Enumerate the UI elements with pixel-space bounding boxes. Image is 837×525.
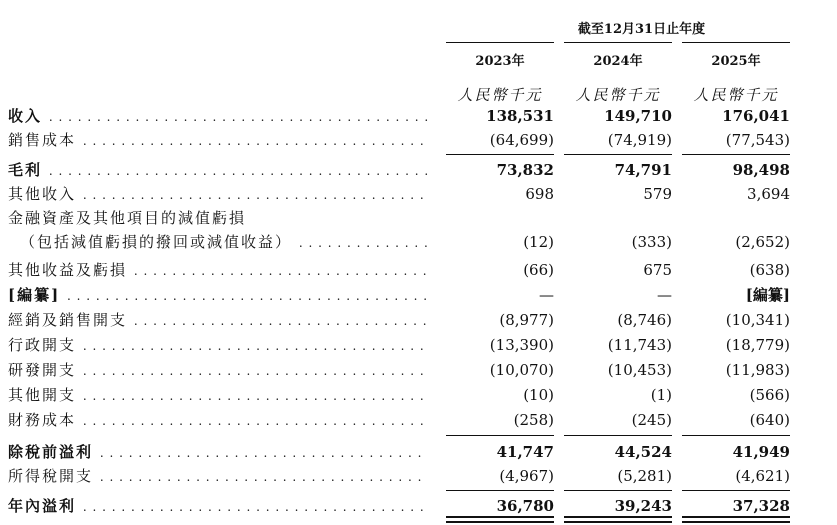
row-label: [編纂] . . . <box>8 283 428 307</box>
value-cell: (11,743) <box>607 336 672 354</box>
year-header-2024: 2024年 <box>593 54 643 69</box>
value-cell: 3,694 <box>747 185 790 203</box>
unit-label: 人民幣千元 <box>693 86 779 104</box>
row-label: 除稅前溢利 . . . <box>8 440 428 464</box>
value-cell: (4,621) <box>735 467 790 485</box>
value-cell: 98,498 <box>732 161 790 179</box>
row-label: 毛利 . . . <box>8 158 428 182</box>
total-double-rule <box>682 516 790 523</box>
table-row-revenue <box>0 104 837 128</box>
unit-label: 人民幣千元 <box>457 86 543 104</box>
value-cell: 138,531 <box>486 107 554 125</box>
value-cell: (245) <box>631 411 672 429</box>
value-cell: — <box>657 286 672 304</box>
value-cell: 149,710 <box>604 107 672 125</box>
subtotal-rule <box>682 435 790 436</box>
unit-label: 人民幣千元 <box>575 86 661 104</box>
value-cell: 36,780 <box>496 497 554 515</box>
total-double-rule <box>446 516 554 523</box>
year-header-2023: 2023年 <box>475 54 525 69</box>
value-cell: (12) <box>523 233 554 251</box>
value-cell: (64,699) <box>489 131 554 149</box>
value-cell: 44,524 <box>614 443 672 461</box>
header-rule <box>446 42 554 43</box>
value-cell: (11,983) <box>725 361 790 379</box>
row-label: 其他開支 . . . <box>8 383 428 407</box>
subtotal-rule <box>682 154 790 155</box>
row-label: 年內溢利 . . . <box>8 494 428 518</box>
row-label: 其他收益及虧損 . . . <box>8 258 428 282</box>
value-cell: (4,967) <box>499 467 554 485</box>
value-cell: 176,041 <box>722 107 790 125</box>
table-row-profit-before-tax <box>0 440 837 464</box>
value-cell: (18,779) <box>725 336 790 354</box>
subtotal-rule <box>564 435 672 436</box>
value-cell: (333) <box>631 233 672 251</box>
value-cell: 698 <box>525 185 554 203</box>
table-row-income-tax <box>0 464 837 488</box>
header-rule <box>682 42 790 43</box>
row-label: 所得稅開支 . . . <box>8 464 428 488</box>
value-cell: — <box>539 286 554 304</box>
table-row-impairment <box>0 230 837 254</box>
value-cell: [編纂] <box>745 286 790 304</box>
value-cell: (10,341) <box>725 311 790 329</box>
table-row-rnd-expenses <box>0 358 837 382</box>
row-label: 金融資產及其他項目的減值虧損 <box>8 209 247 227</box>
period-header: 截至12月31日止年度 <box>577 22 706 37</box>
subtotal-rule <box>446 154 554 155</box>
value-cell: 37,328 <box>732 497 790 515</box>
table-row-admin-expenses <box>0 333 837 357</box>
row-label: 銷售成本 . . . <box>8 128 428 152</box>
value-cell: (638) <box>749 261 790 279</box>
subtotal-rule <box>446 490 554 491</box>
value-cell: 579 <box>643 185 672 203</box>
value-cell: (10,070) <box>489 361 554 379</box>
subtotal-rule <box>564 490 672 491</box>
value-cell: 41,949 <box>732 443 790 461</box>
value-cell: (640) <box>749 411 790 429</box>
value-cell: (566) <box>749 386 790 404</box>
subtotal-rule <box>682 490 790 491</box>
row-label: 行政開支 . . . <box>8 333 428 357</box>
value-cell: (2,652) <box>735 233 790 251</box>
subtotal-rule <box>564 154 672 155</box>
row-label: 收入 . . . <box>8 104 428 128</box>
value-cell: (258) <box>513 411 554 429</box>
value-cell: 41,747 <box>496 443 554 461</box>
table-row-redacted <box>0 283 837 307</box>
value-cell: 675 <box>643 261 672 279</box>
table-row-other-gains-losses <box>0 258 837 282</box>
year-header-2025: 2025年 <box>711 54 761 69</box>
table-row-gross-profit <box>0 158 837 182</box>
table-row-other-income <box>0 182 837 206</box>
table-row-finance-costs <box>0 408 837 432</box>
value-cell: (10,453) <box>607 361 672 379</box>
table-row-cost-of-sales <box>0 128 837 152</box>
value-cell: 74,791 <box>614 161 672 179</box>
value-cell: (10) <box>523 386 554 404</box>
row-label: 財務成本 . . . <box>8 408 428 432</box>
row-label: 經銷及銷售開支 . . . <box>8 308 428 332</box>
value-cell: 39,243 <box>614 497 672 515</box>
value-cell: (8,977) <box>499 311 554 329</box>
value-cell: (77,543) <box>725 131 790 149</box>
value-cell: (1) <box>650 386 672 404</box>
header-rule <box>564 42 672 43</box>
row-label: （包括減值虧損的撥回或減值收益） . . . <box>20 230 428 254</box>
table-row-other-expenses <box>0 383 837 407</box>
table-row-distribution-expenses <box>0 308 837 332</box>
value-cell: (8,746) <box>617 311 672 329</box>
row-label: 其他收入 . . . <box>8 182 428 206</box>
total-double-rule <box>564 516 672 523</box>
value-cell: 73,832 <box>496 161 554 179</box>
row-label: 研發開支 . . . <box>8 358 428 382</box>
value-cell: (13,390) <box>489 336 554 354</box>
subtotal-rule <box>446 435 554 436</box>
value-cell: (5,281) <box>617 467 672 485</box>
table-row-impairment-heading <box>0 206 837 230</box>
value-cell: (74,919) <box>607 131 672 149</box>
table-row-profit-for-year <box>0 494 837 518</box>
value-cell: (66) <box>523 261 554 279</box>
